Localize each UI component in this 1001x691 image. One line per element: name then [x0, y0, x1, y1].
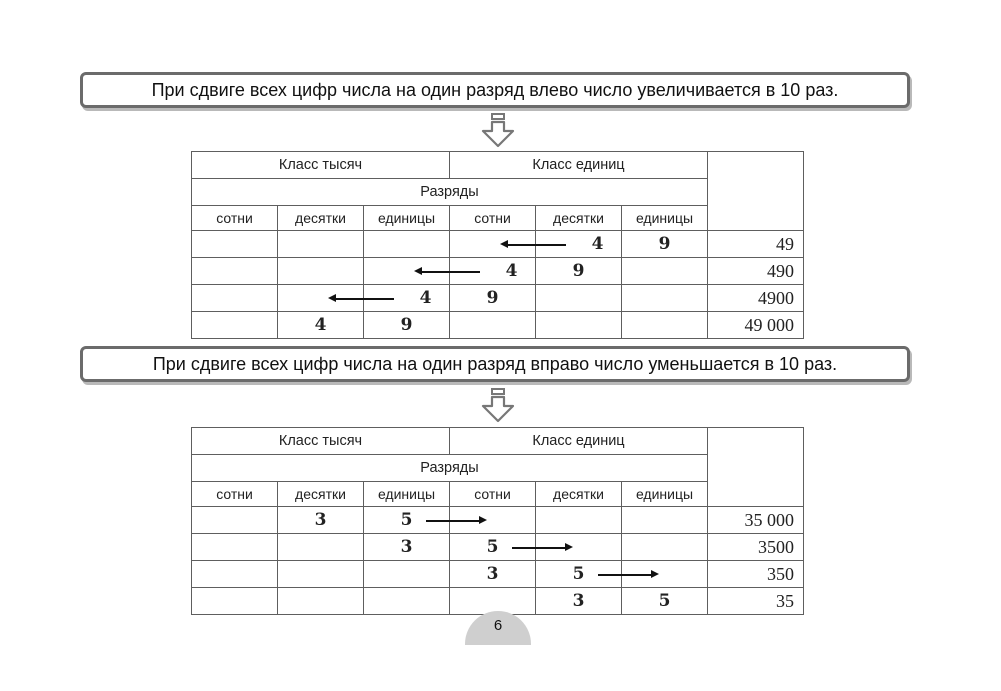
digit-cell — [364, 285, 450, 312]
ranks-header: Разряды — [192, 179, 708, 206]
table-row — [192, 285, 804, 312]
digit-cell — [192, 231, 278, 258]
digit-cell: 9 — [450, 285, 536, 312]
table-row — [192, 561, 804, 588]
table-row — [192, 231, 804, 258]
result-value: 49 000 — [708, 312, 804, 339]
digit-cell — [192, 312, 278, 339]
digit-cell — [192, 258, 278, 285]
rank-header: сотни — [450, 482, 536, 507]
digit-value: 4 — [505, 261, 518, 281]
ranks-header: Разряды — [192, 455, 708, 482]
rank-header: единицы — [364, 206, 450, 231]
down-arrow-icon — [478, 388, 518, 424]
result-header-cell — [708, 428, 804, 507]
table-row — [192, 258, 804, 285]
result-value: 490 — [708, 258, 804, 285]
rank-header: сотни — [192, 482, 278, 507]
rank-header: единицы — [622, 206, 708, 231]
result-value: 350 — [708, 561, 804, 588]
digit-cell — [622, 507, 708, 534]
digit-cell — [536, 561, 622, 588]
rule-shift-right-text: При сдвиге всех цифр числа на один разряд вправо число уменьшается в 10 раз. — [152, 353, 838, 374]
rule-shift-left-text: При сдвиге всех цифр числа на один разряд влево число увеличивается в 10 раз. — [151, 79, 839, 100]
digit-cell: 5 — [622, 588, 708, 615]
digit-cell — [450, 507, 536, 534]
digit-cell — [536, 312, 622, 339]
digit-cell — [192, 561, 278, 588]
table-row — [192, 534, 804, 561]
digit-cell — [622, 285, 708, 312]
digit-cell — [450, 258, 536, 285]
digit-cell — [364, 507, 450, 534]
digit-cell — [536, 534, 622, 561]
digit-value: 5 — [486, 537, 499, 557]
digit-cell — [536, 507, 622, 534]
digit-cell — [536, 231, 622, 258]
page-number — [465, 611, 531, 645]
digit-cell: 3 — [278, 507, 364, 534]
rank-header: десятки — [278, 482, 364, 507]
rank-header: сотни — [450, 206, 536, 231]
digit-cell — [622, 534, 708, 561]
digit-cell: 3 — [364, 534, 450, 561]
digit-cell — [364, 231, 450, 258]
result-value: 3500 — [708, 534, 804, 561]
rule-shift-left — [80, 72, 910, 108]
digit-cell — [278, 588, 364, 615]
table-row — [192, 312, 804, 339]
place-value-table-right — [191, 427, 804, 615]
digit-cell — [536, 285, 622, 312]
rank-header: единицы — [622, 482, 708, 507]
digit-cell — [278, 561, 364, 588]
result-value: 35 000 — [708, 507, 804, 534]
rank-header: сотни — [192, 206, 278, 231]
digit-cell: 9 — [622, 231, 708, 258]
digit-value: 5 — [400, 510, 413, 530]
rank-header: десятки — [278, 206, 364, 231]
left-arrow-icon — [506, 244, 566, 246]
left-arrow-icon — [420, 271, 480, 273]
digit-cell — [622, 312, 708, 339]
digit-cell: 9 — [364, 312, 450, 339]
digit-cell — [622, 561, 708, 588]
class-thousands-header: Класс тысяч — [192, 152, 450, 179]
class-units-header: Класс единиц — [450, 428, 708, 455]
digit-value: 4 — [419, 288, 432, 308]
down-arrow-icon — [478, 113, 518, 149]
digit-cell — [192, 507, 278, 534]
page-number-text: 6 — [493, 617, 503, 634]
class-units-header: Класс единиц — [450, 152, 708, 179]
digit-value: 4 — [591, 234, 604, 254]
rank-header: десятки — [536, 206, 622, 231]
digit-cell: 9 — [536, 258, 622, 285]
digit-cell — [450, 312, 536, 339]
digit-cell — [364, 588, 450, 615]
digit-cell — [278, 258, 364, 285]
digit-cell: 3 — [450, 561, 536, 588]
left-arrow-icon — [334, 298, 394, 300]
digit-cell — [622, 258, 708, 285]
result-header-cell — [708, 152, 804, 231]
class-thousands-header: Класс тысяч — [192, 428, 450, 455]
digit-cell — [278, 231, 364, 258]
digit-cell — [278, 534, 364, 561]
digit-cell — [192, 285, 278, 312]
digit-cell — [192, 534, 278, 561]
digit-cell: 3 — [536, 588, 622, 615]
digit-cell: 4 — [278, 312, 364, 339]
digit-cell — [192, 588, 278, 615]
result-value: 35 — [708, 588, 804, 615]
digit-cell — [364, 561, 450, 588]
rank-header: единицы — [364, 482, 450, 507]
table-row — [192, 507, 804, 534]
rule-shift-right — [80, 346, 910, 382]
rank-header: десятки — [536, 482, 622, 507]
place-value-table-left — [191, 151, 804, 339]
digit-cell — [450, 534, 536, 561]
result-value: 4900 — [708, 285, 804, 312]
digit-value: 5 — [572, 564, 585, 584]
result-value: 49 — [708, 231, 804, 258]
